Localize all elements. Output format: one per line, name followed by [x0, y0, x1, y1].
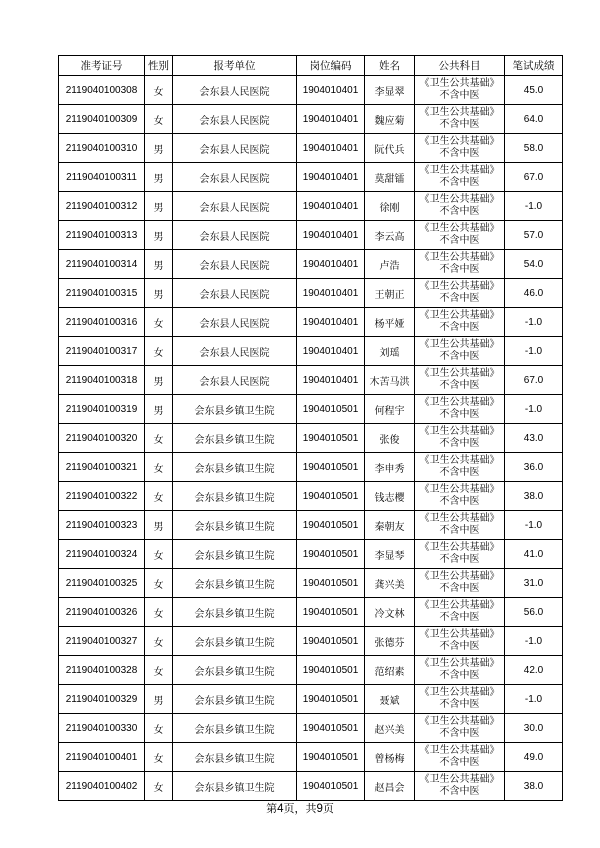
subject-note: 不含中医 — [439, 467, 480, 478]
cell-gender: 男 — [145, 163, 173, 192]
cell-name: 龚兴美 — [365, 569, 415, 598]
subject-note: 不含中医 — [439, 264, 480, 275]
cell-exam-id: 2119040100310 — [59, 134, 145, 163]
cell-name: 曾杨梅 — [365, 743, 415, 772]
cell-score: -1.0 — [505, 308, 563, 337]
subject-note: 不含中医 — [439, 670, 480, 681]
subject-note: 不含中医 — [439, 786, 480, 797]
subject-name: 《卫生公共基础》 — [419, 571, 500, 582]
cell-subject — [415, 76, 505, 105]
subject-name: 《卫生公共基础》 — [419, 281, 500, 292]
cell-exam-id: 2119040100401 — [59, 743, 145, 772]
cell-name: 卢浩 — [365, 250, 415, 279]
cell-score: -1.0 — [505, 337, 563, 366]
cell-name: 魏应菊 — [365, 105, 415, 134]
cell-score: 38.0 — [505, 772, 563, 801]
subject-note: 不含中医 — [439, 177, 480, 188]
subject-name: 《卫生公共基础》 — [419, 165, 500, 176]
subject-note: 不含中医 — [439, 438, 480, 449]
footer-middle: 页，共 — [283, 802, 317, 815]
subject-note: 不含中医 — [439, 409, 480, 420]
cell-subject — [415, 627, 505, 656]
cell-subject — [415, 772, 505, 801]
cell-exam-id: 2119040100311 — [59, 163, 145, 192]
cell-subject — [415, 714, 505, 743]
score-table — [58, 55, 563, 801]
subject-note: 不含中医 — [439, 728, 480, 739]
table-row — [59, 308, 563, 337]
table-row — [59, 743, 563, 772]
cell-post-code: 1904010501 — [297, 453, 365, 482]
cell-exam-id: 2119040100317 — [59, 337, 145, 366]
cell-score: -1.0 — [505, 627, 563, 656]
table-row — [59, 482, 563, 511]
cell-subject — [415, 105, 505, 134]
cell-score: 38.0 — [505, 482, 563, 511]
cell-gender: 男 — [145, 511, 173, 540]
cell-subject — [415, 308, 505, 337]
cell-unit: 会东县乡镇卫生院 — [173, 656, 297, 685]
cell-post-code: 1904010501 — [297, 656, 365, 685]
cell-post-code: 1904010401 — [297, 134, 365, 163]
cell-exam-id: 2119040100312 — [59, 192, 145, 221]
cell-exam-id: 2119040100322 — [59, 482, 145, 511]
cell-name: 莫甜镭 — [365, 163, 415, 192]
subject-name: 《卫生公共基础》 — [419, 513, 500, 524]
cell-unit: 会东县乡镇卫生院 — [173, 482, 297, 511]
header-unit: 报考单位 — [173, 56, 297, 76]
cell-subject — [415, 279, 505, 308]
cell-subject — [415, 569, 505, 598]
cell-gender: 女 — [145, 105, 173, 134]
subject-note: 不含中医 — [439, 525, 480, 536]
cell-subject — [415, 453, 505, 482]
table-row — [59, 627, 563, 656]
cell-post-code: 1904010401 — [297, 250, 365, 279]
cell-exam-id: 2119040100325 — [59, 569, 145, 598]
cell-exam-id: 2119040100324 — [59, 540, 145, 569]
cell-score: 67.0 — [505, 163, 563, 192]
cell-gender: 男 — [145, 192, 173, 221]
subject-name: 《卫生公共基础》 — [419, 223, 500, 234]
cell-subject — [415, 511, 505, 540]
cell-post-code: 1904010401 — [297, 337, 365, 366]
cell-post-code: 1904010401 — [297, 308, 365, 337]
cell-exam-id: 2119040100330 — [59, 714, 145, 743]
footer-suffix: 页 — [322, 802, 334, 815]
cell-name: 张德芬 — [365, 627, 415, 656]
subject-name: 《卫生公共基础》 — [419, 658, 500, 669]
header-gender: 性别 — [145, 56, 173, 76]
cell-subject — [415, 134, 505, 163]
subject-name: 《卫生公共基础》 — [419, 542, 500, 553]
cell-post-code: 1904010501 — [297, 482, 365, 511]
table-row — [59, 656, 563, 685]
cell-subject — [415, 250, 505, 279]
cell-score: -1.0 — [505, 511, 563, 540]
subject-note: 不含中医 — [439, 235, 480, 246]
subject-note: 不含中医 — [439, 699, 480, 710]
table-row — [59, 685, 563, 714]
subject-name: 《卫生公共基础》 — [419, 629, 500, 640]
footer-current-page: 4 — [277, 803, 284, 815]
subject-note: 不含中医 — [439, 554, 480, 565]
cell-gender: 男 — [145, 221, 173, 250]
cell-score: 49.0 — [505, 743, 563, 772]
cell-name: 李申秀 — [365, 453, 415, 482]
cell-exam-id: 2119040100323 — [59, 511, 145, 540]
table-row — [59, 221, 563, 250]
table-row — [59, 163, 563, 192]
subject-name: 《卫生公共基础》 — [419, 745, 500, 756]
cell-name: 木苦马洪 — [365, 366, 415, 395]
cell-unit: 会东县人民医院 — [173, 221, 297, 250]
cell-score: 54.0 — [505, 250, 563, 279]
table-row — [59, 511, 563, 540]
subject-note: 不含中医 — [439, 351, 480, 362]
cell-post-code: 1904010501 — [297, 424, 365, 453]
cell-score: 67.0 — [505, 366, 563, 395]
cell-score: 41.0 — [505, 540, 563, 569]
cell-exam-id: 2119040100309 — [59, 105, 145, 134]
cell-unit: 会东县人民医院 — [173, 163, 297, 192]
cell-gender: 女 — [145, 482, 173, 511]
cell-post-code: 1904010401 — [297, 366, 365, 395]
cell-post-code: 1904010501 — [297, 511, 365, 540]
cell-exam-id: 2119040100326 — [59, 598, 145, 627]
cell-name: 聂斌 — [365, 685, 415, 714]
cell-post-code: 1904010401 — [297, 105, 365, 134]
cell-gender: 女 — [145, 714, 173, 743]
cell-gender: 女 — [145, 656, 173, 685]
subject-name: 《卫生公共基础》 — [419, 107, 500, 118]
cell-subject — [415, 163, 505, 192]
table-row — [59, 192, 563, 221]
cell-unit: 会东县人民医院 — [173, 366, 297, 395]
cell-score: 30.0 — [505, 714, 563, 743]
cell-score: -1.0 — [505, 395, 563, 424]
cell-unit: 会东县人民医院 — [173, 134, 297, 163]
header-name: 姓名 — [365, 56, 415, 76]
cell-subject — [415, 366, 505, 395]
cell-post-code: 1904010501 — [297, 627, 365, 656]
cell-unit: 会东县乡镇卫生院 — [173, 424, 297, 453]
cell-post-code: 1904010501 — [297, 743, 365, 772]
cell-post-code: 1904010501 — [297, 772, 365, 801]
subject-note: 不含中医 — [439, 641, 480, 652]
cell-post-code: 1904010401 — [297, 163, 365, 192]
cell-unit: 会东县乡镇卫生院 — [173, 627, 297, 656]
cell-score: 43.0 — [505, 424, 563, 453]
cell-subject — [415, 685, 505, 714]
cell-subject — [415, 656, 505, 685]
cell-name: 秦朝友 — [365, 511, 415, 540]
table-body — [59, 76, 563, 801]
cell-name: 范绍素 — [365, 656, 415, 685]
table-row — [59, 395, 563, 424]
cell-gender: 男 — [145, 279, 173, 308]
cell-name: 何程宇 — [365, 395, 415, 424]
cell-unit: 会东县乡镇卫生院 — [173, 743, 297, 772]
cell-score: 57.0 — [505, 221, 563, 250]
cell-exam-id: 2119040100314 — [59, 250, 145, 279]
cell-post-code: 1904010401 — [297, 76, 365, 105]
cell-subject — [415, 540, 505, 569]
subject-note: 不含中医 — [439, 496, 480, 507]
page-footer — [0, 800, 600, 816]
subject-name: 《卫生公共基础》 — [419, 136, 500, 147]
cell-gender: 男 — [145, 685, 173, 714]
cell-unit: 会东县人民医院 — [173, 105, 297, 134]
subject-note: 不含中医 — [439, 90, 480, 101]
cell-gender: 女 — [145, 337, 173, 366]
table-row — [59, 569, 563, 598]
subject-note: 不含中医 — [439, 583, 480, 594]
table-row — [59, 337, 563, 366]
cell-subject — [415, 598, 505, 627]
table-row — [59, 279, 563, 308]
cell-post-code: 1904010501 — [297, 540, 365, 569]
cell-name: 李云高 — [365, 221, 415, 250]
cell-name: 阮代兵 — [365, 134, 415, 163]
table-row — [59, 76, 563, 105]
cell-name: 李显翠 — [365, 76, 415, 105]
cell-exam-id: 2119040100327 — [59, 627, 145, 656]
cell-score: 36.0 — [505, 453, 563, 482]
subject-name: 《卫生公共基础》 — [419, 484, 500, 495]
cell-unit: 会东县人民医院 — [173, 250, 297, 279]
subject-name: 《卫生公共基础》 — [419, 78, 500, 89]
cell-unit: 会东县乡镇卫生院 — [173, 685, 297, 714]
cell-gender: 女 — [145, 569, 173, 598]
cell-exam-id: 2119040100328 — [59, 656, 145, 685]
cell-gender: 女 — [145, 76, 173, 105]
cell-score: 46.0 — [505, 279, 563, 308]
header-post-code: 岗位编码 — [297, 56, 365, 76]
cell-post-code: 1904010501 — [297, 714, 365, 743]
subject-name: 《卫生公共基础》 — [419, 455, 500, 466]
cell-name: 冷文林 — [365, 598, 415, 627]
cell-gender: 女 — [145, 308, 173, 337]
subject-name: 《卫生公共基础》 — [419, 310, 500, 321]
cell-score: 45.0 — [505, 76, 563, 105]
cell-gender: 女 — [145, 424, 173, 453]
cell-subject — [415, 395, 505, 424]
cell-exam-id: 2119040100318 — [59, 366, 145, 395]
subject-note: 不含中医 — [439, 612, 480, 623]
cell-subject — [415, 482, 505, 511]
cell-gender: 女 — [145, 598, 173, 627]
subject-name: 《卫生公共基础》 — [419, 194, 500, 205]
cell-gender: 女 — [145, 743, 173, 772]
subject-name: 《卫生公共基础》 — [419, 687, 500, 698]
cell-gender: 男 — [145, 250, 173, 279]
header-subject: 公共科目 — [415, 56, 505, 76]
cell-score: -1.0 — [505, 685, 563, 714]
cell-exam-id: 2119040100321 — [59, 453, 145, 482]
table-row — [59, 598, 563, 627]
header-row — [59, 56, 563, 76]
cell-exam-id: 2119040100329 — [59, 685, 145, 714]
cell-exam-id: 2119040100308 — [59, 76, 145, 105]
cell-subject — [415, 743, 505, 772]
cell-post-code: 1904010501 — [297, 395, 365, 424]
cell-exam-id: 2119040100402 — [59, 772, 145, 801]
cell-score: 64.0 — [505, 105, 563, 134]
cell-exam-id: 2119040100319 — [59, 395, 145, 424]
table-row — [59, 134, 563, 163]
table-row — [59, 714, 563, 743]
cell-post-code: 1904010501 — [297, 598, 365, 627]
cell-unit: 会东县人民医院 — [173, 279, 297, 308]
cell-post-code: 1904010501 — [297, 569, 365, 598]
cell-unit: 会东县乡镇卫生院 — [173, 772, 297, 801]
cell-unit: 会东县人民医院 — [173, 337, 297, 366]
cell-exam-id: 2119040100315 — [59, 279, 145, 308]
cell-unit: 会东县乡镇卫生院 — [173, 714, 297, 743]
table-row — [59, 105, 563, 134]
subject-name: 《卫生公共基础》 — [419, 397, 500, 408]
subject-note: 不含中医 — [439, 380, 480, 391]
cell-unit: 会东县乡镇卫生院 — [173, 540, 297, 569]
table-row — [59, 250, 563, 279]
cell-name: 徐刚 — [365, 192, 415, 221]
subject-name: 《卫生公共基础》 — [419, 774, 500, 785]
cell-name: 赵兴美 — [365, 714, 415, 743]
cell-unit: 会东县乡镇卫生院 — [173, 598, 297, 627]
cell-subject — [415, 221, 505, 250]
footer-total-pages: 9 — [316, 803, 323, 815]
cell-unit: 会东县人民医院 — [173, 192, 297, 221]
cell-unit: 会东县人民医院 — [173, 76, 297, 105]
cell-unit: 会东县乡镇卫生院 — [173, 511, 297, 540]
footer-prefix: 第 — [266, 802, 278, 815]
subject-name: 《卫生公共基础》 — [419, 252, 500, 263]
cell-gender: 女 — [145, 627, 173, 656]
cell-name: 刘瑶 — [365, 337, 415, 366]
cell-unit: 会东县乡镇卫生院 — [173, 453, 297, 482]
cell-name: 张俊 — [365, 424, 415, 453]
cell-name: 赵昌会 — [365, 772, 415, 801]
cell-gender: 女 — [145, 772, 173, 801]
cell-score: 42.0 — [505, 656, 563, 685]
cell-score: 58.0 — [505, 134, 563, 163]
table-row — [59, 772, 563, 801]
cell-post-code: 1904010401 — [297, 221, 365, 250]
cell-unit: 会东县人民医院 — [173, 308, 297, 337]
subject-note: 不含中医 — [439, 322, 480, 333]
cell-gender: 男 — [145, 134, 173, 163]
cell-subject — [415, 424, 505, 453]
subject-name: 《卫生公共基础》 — [419, 368, 500, 379]
subject-name: 《卫生公共基础》 — [419, 426, 500, 437]
cell-exam-id: 2119040100313 — [59, 221, 145, 250]
header-score: 笔试成绩 — [505, 56, 563, 76]
subject-note: 不含中医 — [439, 757, 480, 768]
table-row — [59, 453, 563, 482]
subject-note: 不含中医 — [439, 206, 480, 217]
subject-note: 不含中医 — [439, 148, 480, 159]
cell-gender: 男 — [145, 366, 173, 395]
subject-note: 不含中医 — [439, 293, 480, 304]
cell-name: 李显琴 — [365, 540, 415, 569]
subject-name: 《卫生公共基础》 — [419, 600, 500, 611]
subject-note: 不含中医 — [439, 119, 480, 130]
cell-unit: 会东县乡镇卫生院 — [173, 569, 297, 598]
header-exam-id: 准考证号 — [59, 56, 145, 76]
cell-score: 31.0 — [505, 569, 563, 598]
table-row — [59, 366, 563, 395]
table-row — [59, 424, 563, 453]
cell-name: 王朝正 — [365, 279, 415, 308]
cell-subject — [415, 192, 505, 221]
cell-name: 钱志樱 — [365, 482, 415, 511]
cell-gender: 女 — [145, 453, 173, 482]
cell-post-code: 1904010401 — [297, 279, 365, 308]
subject-name: 《卫生公共基础》 — [419, 716, 500, 727]
subject-name: 《卫生公共基础》 — [419, 339, 500, 350]
cell-gender: 女 — [145, 540, 173, 569]
cell-name: 杨平娅 — [365, 308, 415, 337]
table-row — [59, 540, 563, 569]
cell-subject — [415, 337, 505, 366]
cell-post-code: 1904010501 — [297, 685, 365, 714]
cell-gender: 男 — [145, 395, 173, 424]
cell-exam-id: 2119040100316 — [59, 308, 145, 337]
cell-score: 56.0 — [505, 598, 563, 627]
cell-exam-id: 2119040100320 — [59, 424, 145, 453]
cell-post-code: 1904010401 — [297, 192, 365, 221]
cell-score: -1.0 — [505, 192, 563, 221]
cell-unit: 会东县乡镇卫生院 — [173, 395, 297, 424]
